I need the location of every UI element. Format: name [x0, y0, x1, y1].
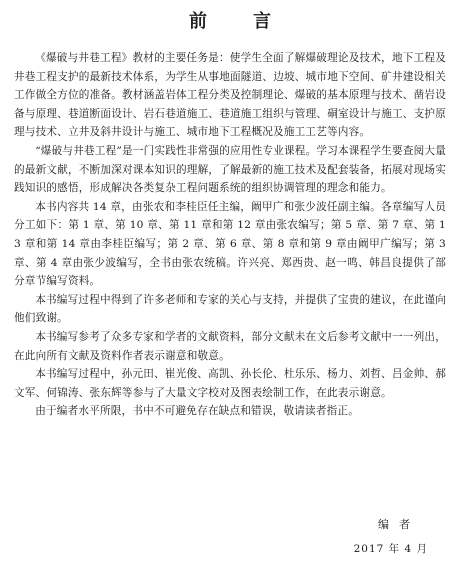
- paragraph-references: 本书编写参考了众多专家和学者的文献资料，部分文献未在文后参考文献中一一列出，在此向所有文献及资料作者表示谢意和敬意。: [14, 330, 446, 362]
- paragraph-contributors: 本书编写过程中，孙元田、崔光俊、高凯、孙长伦、杜乐乐、杨力、刘哲、吕金帅、郝文军、何锦涛、张东辉等参与了大量文字校对及图表绘制工作，在此表示谢意。: [14, 368, 446, 399]
- preface-date: 2017 年 4 月: [353, 543, 428, 555]
- paragraph-acknowledgement: 本书编写过程中得到了许多老师和专家的关心与支持，并提供了宝贵的建议，在此谨向他们致谢。: [14, 293, 446, 325]
- paragraph-course-nature: “爆破与井巷工程”是一门实践性非常强的应用性专业课程。学习本课程学生要查阅大量的最新文献，不断加深对课本知识的理解，了解最新的施工技术及配套装备，拓展对现场实践知识的感悟，形成解决各类复杂工程问题系统的组织协调管理的理念和能力。: [14, 144, 446, 195]
- page-title: 前 言: [189, 11, 285, 32]
- paragraph-disclaimer: 由于编者水平所限，书中不可避免存在缺点和错误，敬请读者指正。: [35, 405, 359, 418]
- paragraph-course-objectives: 《爆破与井巷工程》教材的主要任务是：使学生全面了解爆破理论及技术，地下工程及井巷工程支护的最新技术体系，为学生从事地面隧道、边坡、城市地下空间、矿井建设相关工作做全方位的准备。教材涵盖岩体工程分类及控制理论、爆破的基本原理与技术、凿岩设备与原理、巷道断面设计、岩石巷道施工、巷道施工组织与管理、硐室设计与施工、支护原理与技术、立井及斜井设计与施工、城市地下工程概况及施工工艺等内容。: [14, 52, 446, 139]
- editor-signature: 编者: [378, 518, 420, 531]
- paragraph-authorship: 本书内容共 14 章，由张农和李桂臣任主编，阚甲广和张少波任副主编。各章编写人员分工如下：第 1 章、第 10 章、第 11 章和第 12 章由张农编写；第 5 章、第 7 章、第 13 章和第 14 章由李桂臣编写；第 2 章、第 6 章、第 8 章和第 9 章由阚甲广编写；第 3 章、第 4 章由张少波编写，全书由张农统稿。许兴亮、郑西贵、赵一鸣、韩昌良提供了部分章节编写资料。: [14, 200, 446, 288]
